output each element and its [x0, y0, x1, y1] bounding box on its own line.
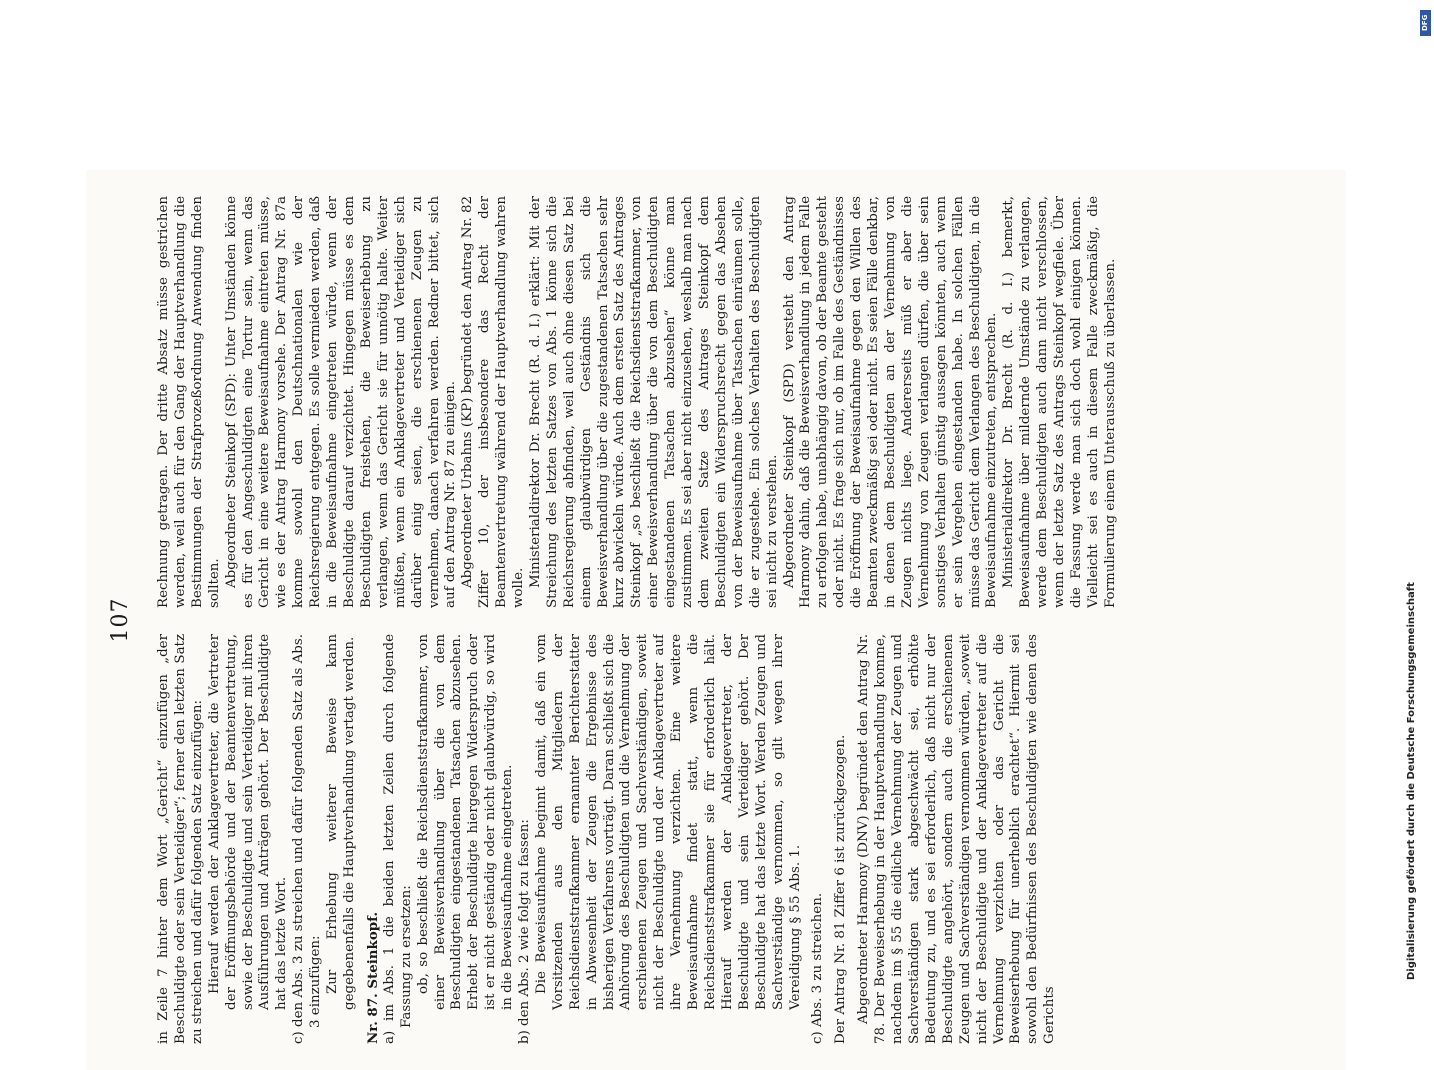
text-column-right: [156, 196, 1326, 608]
quoted-amendment: [207, 634, 292, 1044]
quoted-amendment: [534, 634, 805, 1044]
paragraph: Abgeordneter Harmony (DNV) begründet den Antrag Nr. 78. Der Beweiserhebung in der Hauptverhandlung komme, nachdem im § 55 die eidliche Vernehmung der Zeugen und Sachverständigen stark abgeschwächt sei, erhöhte Bedeutung zu, und es sei erforderlich, daß nicht nur der Beschuldigte angehört, sondern auch die erschienenen Zeugen und Sachverständigen vernommen würden, „soweit nicht der Beschuldigte und der Anklagevertreter auf die Vernehmung verzichten oder das Gericht die Beweiserhebung für unerheblich erachtet“. Hiermit sei sowohl den Bedürfnissen des Beschuldigten wie denen des Gerichts: [856, 634, 1058, 1044]
paragraph: Rechnung getragen. Der dritte Absatz müsse gestrichen werden, weil auch für den Gang der Hauptverhandlung die Bestimmungen der Strafprozeßordnung Anwendung finden sollten.: [156, 196, 222, 608]
text-column-left: [156, 634, 1326, 1044]
paragraph: Die Beweisaufnahme beginnt damit, daß ein vom Vorsitzenden aus den Mitgliedern der Reichsdienststrafkammer ernannter Berichterstatter in Abwesenheit der Zeugen die Ergebnisse des bisherigen Verfahrens vorträgt. Daran schließt sich die Anhörung des Beschuldigten und die Vernehmung der erschienenen Zeugen und Sachverständigen, soweit nicht der Beschuldigte und der Anklagevertreter auf ihre Vernehmung verzichten. Eine weitere Beweisaufnahme findet statt, wenn die Reichsdienststrafkammer sie für erforderlich hält. Hierauf werden der Anklagevertreter, der Beschuldigte und sein Verteidiger gehört. Der Beschuldigte hat das letzte Wort. Werden Zeugen und Sachverständige vernommen, so gilt wegen ihrer Vereidigung § 55 Abs. 1.: [533, 634, 803, 1010]
paragraph: Abgeordneter Urbahns (KP) begründet den Antrag Nr. 82 Ziffer 10, der insbesondere das Recht der Beamtenvertretung während der Hauptverhandlung wahren wolle.: [460, 196, 527, 608]
paragraph: Abgeordneter Steinkopf (SPD) versteht den Antrag Harmony dahin, daß die Beweisverhandlung in jedem Falle zu erfolgen habe, unabhängig davon, ob der Beamte gesteht oder nicht. Es frage sich nur, ob im Falle des Geständnisses die Eröffnung der Beweisaufnahme gegen den Willen des Beamten zweckmäßig sei oder nicht. Es seien Fälle denkbar, in denen dem Beschuldigten an der Vernehmung von Zeugen nichts liege. Andererseits müß er aber die Vernehmung von Zeugen verlangen dürfen, die über sein sonstiges Verhalten günstig aussagen könnten, auch wenn er sein Vergehen eingestanden habe. In solchen Fällen müsse das Gericht dem Verlangen des Beschuldigten, in die Beweisaufnahme einzutreten, entsprechen.: [781, 196, 1000, 608]
paragraph: Ministerialdirektor Dr. Brecht (R. d. I.) bemerkt, Beweisaufnahme über mildernde Umstände zu verlangen, werde dem Beschuldigten auch dann nicht verschlossen, wenn der letzte Satz des Antrags Steinkopf wegfiele. Über die Fassung werde man sich doch wohl einigen können. Vielleicht sei es auch in diesem Falle zweckmäßig, die Formulierung einem Unterausschuß zu überlassen.: [1001, 196, 1118, 608]
dfg-logo: DFG: [1420, 10, 1431, 36]
paragraph: Der Antrag Nr. 81 Ziffer 6 ist zurückgezogen.: [833, 734, 849, 1044]
paragraph: ob, so beschließt die Reichsdienststrafkammer, von einer Beweisverhandlung über die von dem Beschuldigten eingestandenen Tatsachen abzusehen. Erhebt der Beschuldigte hiergegen Widerspruch oder ist er nicht geständig oder nicht glaubwürdig, so wird in die Beweisaufnahme eingetreten.: [415, 634, 516, 1010]
paragraph: Zur Erhebung weiterer Beweise kann gegebenenfalls die Hauptverhandlung vertagt werden.: [325, 634, 357, 1010]
section-heading: Nr. 87. Steinkopf.: [364, 911, 381, 1044]
paragraph: Hierauf werden der Anklagevertreter, die Vertreter der Eröffnungsbehörde und der Beamtenvertretung, sowie der Beschuldigte und sein Verteidiger mit ihren Ausführungen und Anträgen gehört. Der Beschuldigte hat das letzte Wort.: [206, 634, 290, 1010]
paragraph: Ministerialdirektor Dr. Brecht (R. d. I.) erklärt: Mit der Streichung des letzten Satzes von Abs. 1 könne sich die Reichsregierung abfinden, weil auch ohne diesen Satz bei einem glaubwürdigen Geständnis sich die Beweisverhandlung über die zugestandenen Tatsachen sehr kurz abwickeln würde. Auch dem ersten Satz des Antrages Steinkopf „so beschließt die Reichsdienststrafkammer, von einer Beweisverhandlung über die von dem Beschuldigten eingestandenen Tatsachen abzusehen“ könne man zustimmen. Es sei aber nicht einzusehen, weshalb man nach dem zweiten Satze des Antrages Steinkopf dem Beschuldigten ein Widerspruchsrecht gegen das Absehen von der Beweisaufnahme über Tatsachen einräumen solle, die er zugestehe. Ein solches Verhalten des Beschuldigten sei nicht zu verstehen.: [527, 196, 780, 608]
digitization-credit: Digitalisierung gefördert durch die Deutsche Forschungsgemeinschaft: [1406, 582, 1417, 980]
page-number: 107: [108, 597, 133, 643]
list-item: a) im Abs. 1 die beiden letzten Zeilen durch folgende Fassung zu ersetzen:: [381, 634, 414, 1044]
quoted-amendment: [325, 634, 359, 1044]
paragraph: Abgeordneter Steinkopf (SPD): Unter Umständen könne es für den Angeschuldigten eine Tortur sein, wenn das Gericht in eine weitere Beweisaufnahme eintreten müsse, wie es der Antrag Harmony vorsehe. Der Antrag Nr. 87a komme sowohl den Deutschnationalen wie der Reichsregierung entgegen. Es solle vermieden werden, daß in die Beweisaufnahme eingetreten würde, wenn der Beschuldigte darauf verzichtet. Hingegen müsse es dem Beschuldigten freistehen, die Beweiserhebung zu verlangen, wenn das Gericht sie für unnötig halte. Weiter müßten, wenn ein Anklagevertreter und Verteidiger sich darüber einig seien, die erschienenen Zeugen zu vernehmen, danach verfahren werden. Redner bittet, sich auf den Antrag Nr. 87 zu einigen.: [223, 196, 459, 608]
list-item: b) den Abs. 2 wie folgt zu fassen:: [517, 819, 533, 1044]
list-item: c) Abs. 3 zu streichen.: [810, 892, 826, 1044]
paragraph: in Zeile 7 hinter dem Wort „Gericht“ einzufügen „der Beschuldigte oder sein Verteidiger“; ferner den letzten Satz zu streichen und dafür folgenden Satz einzufügen:: [156, 634, 205, 1044]
list-item: c) den Abs. 3 zu streichen und dafür folgenden Satz als Abs. 3 einzufügen:: [291, 634, 324, 1044]
quoted-amendment: [416, 634, 517, 1044]
document-page: [86, 170, 1346, 1070]
